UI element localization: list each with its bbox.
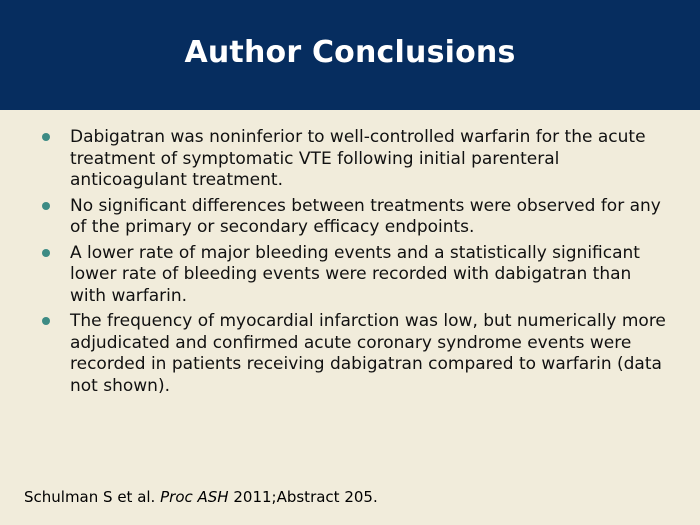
citation xyxy=(24,487,378,507)
bullet-text: The frequency of myocardial infarction was low, but numerically more adjudicated and confirmed acute coronary syndrome events were recorded in patients receiving dabigatran compared to warfarin (data not shown). xyxy=(70,311,666,396)
bullet-text: A lower rate of major bleeding events and a statistically significant lower rate of bleeding events were recorded with dabigatran than with warfarin. xyxy=(70,242,640,306)
citation-details: 2011;Abstract 205. xyxy=(233,488,378,506)
bullet-item xyxy=(40,196,670,239)
bullet-dot-icon xyxy=(42,249,50,257)
citation-journal: Proc ASH xyxy=(160,488,229,506)
bullet-dot-icon xyxy=(42,317,50,325)
bullet-dot-icon xyxy=(42,202,50,210)
bullet-item xyxy=(40,127,670,192)
bullet-text: No significant differences between treatments were observed for any of the primary or secondary efficacy endpoints. xyxy=(70,195,661,237)
citation-authors: Schulman S et al. xyxy=(24,488,156,506)
bullet-list xyxy=(40,127,670,401)
title-bar xyxy=(0,0,700,110)
bullet-item xyxy=(40,311,670,397)
bullet-dot-icon xyxy=(42,133,50,141)
bullet-text: Dabigatran was noninferior to well-controlled warfarin for the acute treatment of symptomatic VTE following initial parenteral anticoagulant treatment. xyxy=(70,127,646,190)
bullet-item xyxy=(40,243,670,308)
slide-title: Author Conclusions xyxy=(184,35,516,70)
